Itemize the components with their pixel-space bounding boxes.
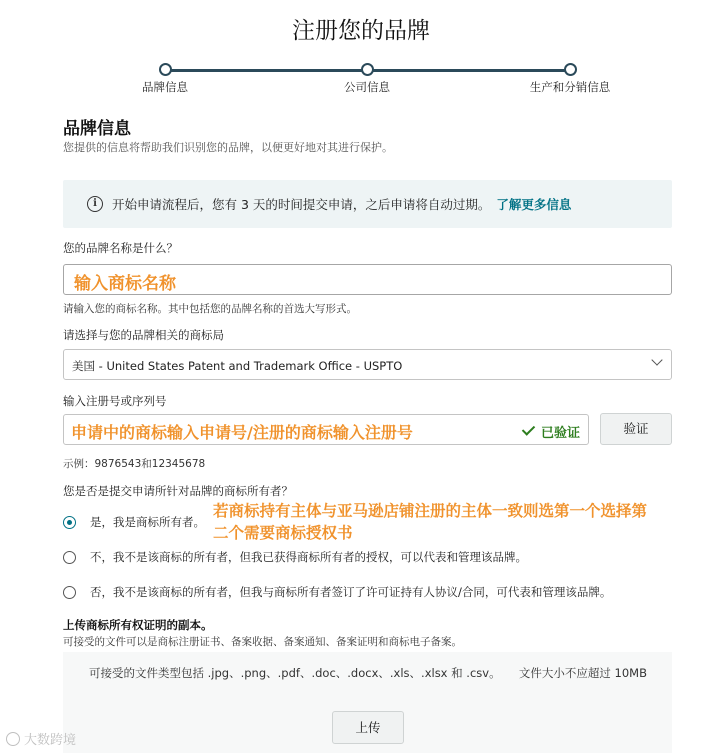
brand-name-input[interactable] — [63, 264, 672, 295]
upload-dropzone[interactable] — [63, 652, 672, 753]
radio-owner-yes[interactable] — [63, 516, 76, 529]
upload-file-types — [89, 665, 647, 681]
registration-number-input[interactable] — [63, 414, 589, 445]
step-label-distribution-info: 生产和分销信息 — [529, 80, 611, 94]
upload-description: 可接受的文件可以是商标注册证书、备案收据、备案通知、备案证明和商标电子备案。 — [63, 636, 462, 648]
upload-types-text: 可接受的文件类型包括 .jpg、.png、.pdf、.doc、.docx、.xls、.xlsx 和 .csv。 — [89, 666, 501, 680]
check-icon — [522, 422, 535, 435]
watermark-logo-icon — [6, 732, 20, 746]
info-icon: i — [87, 196, 103, 212]
radio-authorized[interactable] — [63, 551, 76, 564]
upload-size-limit: 文件大小不应超过 10MB — [518, 666, 647, 680]
verify-button[interactable]: 验证 — [600, 413, 672, 445]
page-title: 注册您的品牌 — [292, 18, 430, 44]
trademark-office-value: 美国 - United States Patent and Trademark Office - USPTO — [72, 359, 403, 373]
info-banner — [63, 180, 672, 228]
ownership-question: 您是否是提交申请所针对品牌的商标所有者？ — [63, 484, 293, 498]
trademark-office-label: 请选择与您的品牌相关的商标局 — [63, 328, 224, 342]
radio-licensee-label[interactable]: 否，我不是该商标的所有者，但我与商标所有者签订了许可证持有人协议/合同，可代表和管理该品牌。 — [90, 585, 612, 599]
verified-label: 已验证 — [540, 426, 580, 441]
step-dot-company-info — [361, 63, 374, 76]
step-dot-brand-info — [159, 63, 172, 76]
info-text — [112, 195, 571, 213]
watermark — [6, 729, 76, 748]
watermark-text: 大数跨境 — [24, 733, 77, 748]
section-description: 您提供的信息将帮助我们识别您的品牌，以便更好地对其进行保护。 — [63, 141, 393, 154]
step-label-brand-info: 品牌信息 — [142, 80, 188, 94]
section-title: 品牌信息 — [63, 119, 131, 139]
step-label-company-info: 公司信息 — [344, 80, 390, 94]
chevron-down-icon — [651, 354, 662, 365]
upload-title: 上传商标所有权证明的副本。 — [63, 618, 213, 632]
registration-number-label: 输入注册号或序列号 — [63, 394, 167, 408]
upload-button[interactable]: 上传 — [332, 711, 404, 744]
registration-number-value: 申请中的商标输入申请号/注册的商标输入注册号 — [71, 423, 413, 442]
radio-licensee[interactable] — [63, 586, 76, 599]
trademark-office-select[interactable] — [63, 349, 672, 380]
verified-status — [525, 422, 580, 441]
brand-name-label: 您的品牌名称是什么？ — [63, 241, 178, 255]
brand-name-value: 输入商标名称 — [74, 274, 176, 294]
radio-owner-yes-label[interactable]: 是，我是商标所有者。 — [90, 515, 205, 529]
radio-authorized-label[interactable]: 不，我不是该商标的所有者，但我已获得商标所有者的授权，可以代表和管理该品牌。 — [90, 550, 527, 564]
brand-name-hint: 请输入您的商标名称。其中包括您的品牌名称的首选大写形式。 — [63, 303, 357, 315]
registration-example: 示例：9876543和12345678 — [63, 458, 206, 470]
learn-more-link[interactable]: 了解更多信息 — [496, 197, 572, 212]
annotation-note: 若商标持有主体与亚马逊店铺注册的主体一致则选第一个选择第二个需要商标授权书 — [213, 502, 648, 542]
info-message: 开始申请流程后，您有 3 天的时间提交申请，之后申请将自动过期。 — [112, 197, 491, 212]
step-dot-distribution-info — [564, 63, 577, 76]
